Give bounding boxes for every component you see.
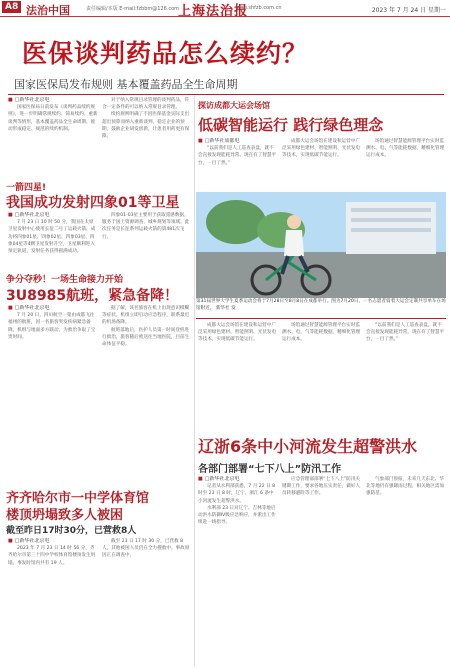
flood-body-col3 <box>366 476 446 666</box>
news-photo-illustration <box>196 192 446 298</box>
green-body-col1 <box>198 138 278 190</box>
green-paragraph: “以前我们是人工巡查表盘，就不会直接发现能耗异常。现在有了智慧平台，一目了然。” <box>198 146 277 166</box>
gym-byline: ■ □新华社北京电 <box>8 538 98 545</box>
flight-paragraph: 航班落地后，医护人员第一时间登机进行救治，旅客随后被送往当地医院，目前生命体征平稳。 <box>102 327 190 348</box>
gym-subhead: 截至昨日17时30分，已营救8人 <box>6 526 137 536</box>
column-separator <box>194 96 195 666</box>
green-paragraph: 场馆通过智慧能源管理平台实时监测水、电、气等能耗数据，精细化管理运行成本。 <box>366 139 445 159</box>
green-paragraph: 成都大运会场馆在建设和运营中广泛采用绿色建材、智能照明、光伏发电等技术，实现低碳节能运行。 <box>198 323 277 343</box>
green-paragraph: 成都大运会场馆在建设和运营中广泛采用绿色建材、智能照明、光伏发电等技术，实现低碳节能运行。 <box>282 139 361 159</box>
flood-byline: ■ □新华社北京电 <box>198 476 278 483</box>
flood-subhead: 各部门部署“七下八上”防汛工作 <box>198 464 342 475</box>
issue-date: 2023 年 7 月 24 日 星期一 <box>371 7 446 14</box>
lead-byline: ■ □新华社北京电 <box>8 97 98 104</box>
green-body-lower-col1 <box>198 322 278 414</box>
website-url: www.shfzb.com.cn <box>235 5 282 11</box>
flight-paragraph: 7 月 20 日，四川航空一架由成都飞往福州的航班，因一名旅客突发疾病紧急备降，机组与地面多方联动，为救治争取了宝贵时间。 <box>8 313 96 340</box>
satellite-byline: ■ □新华社北京电 <box>8 212 98 219</box>
lead-subhead: 国家医保局发布规则 基本覆盖药品全生命周期 <box>14 78 238 91</box>
flood-body-col2 <box>282 476 362 666</box>
photo-caption: 第31届世界大学生夏季运动会将于7月28日至8月8日在成都举行。图为7月20日，一名志愿者骑着大运会定制共享单车在场馆附近。 新华社 发 <box>196 299 446 311</box>
masthead <box>0 0 450 17</box>
flood-paragraph: 气象部门预报，未来几天东北、华北等地仍有强降雨过程，相关地区需加强防范。 <box>366 477 445 497</box>
gym-paragraph: 2023 年 7 月 23 日 14 时 56 分，齐齐哈尔市第三十四中学校体育馆楼顶发生坍塌，事发时馆内共有 19 人。 <box>8 546 96 566</box>
flight-body-col1 <box>8 305 98 470</box>
flood-divider <box>196 318 446 319</box>
satellite-body-col1 <box>8 212 98 267</box>
green-body-col3 <box>366 138 446 190</box>
editor-contact: 责任编辑/本版 E-mail:fzbbm@126.com <box>86 6 180 12</box>
flood-headline: 辽浙6条中小河流发生超警洪水 <box>198 437 418 456</box>
lead-paragraph: 对于纳入常规目录管理的谈判药品，符合一定条件的可以纳入常规目录管理。 <box>102 98 190 111</box>
section-name: 法治中国 <box>26 4 70 17</box>
lead-headline: 医保谈判药品怎么续约？ <box>22 39 309 68</box>
flood-body-col1 <box>198 476 278 666</box>
gym-paragraph: 截至 23 日 17 时 30 分，已营救 8 人，其他被困人员仍在全力搜救中。事故原因正在调查中。 <box>102 539 190 559</box>
satellite-paragraph: 四象01-03星主要用于获取遥感数据，服务于国土资源调查、城乡规划等领域。此次任务是长征系列运载火箭的第481次飞行。 <box>102 213 190 240</box>
newspaper-logo: 上海法治报 <box>178 4 249 19</box>
satellite-body-col2 <box>102 212 192 267</box>
lead-divider <box>8 94 444 95</box>
news-photo <box>196 192 446 298</box>
flood-paragraph: 水利部 23 日对辽宁、吉林等地启动洪水防御Ⅳ级应急响应，并派出工作组赴一线指导。 <box>198 505 276 526</box>
flight-byline: ■ □新华社北京电 <box>8 305 98 312</box>
gym-body-col2 <box>102 538 192 666</box>
satellite-headline: 我国成功发射四象01等卫星 <box>6 195 180 211</box>
green-body-col2 <box>282 138 362 190</box>
green-kicker: 探访成都大运会场馆 <box>198 101 270 110</box>
green-body-lower-col3 <box>366 322 446 414</box>
flight-kicker: 争分夺秒！一场生命接力开始 <box>6 275 124 285</box>
satellite-kicker: 一箭四星! <box>6 183 47 193</box>
green-paragraph: “以前我们是人工巡查表盘，就不会直接发现能耗异常。现在有了智慧平台，一目了然。” <box>366 323 445 343</box>
satellite-paragraph: 7 月 23 日 10 时 50 分，我国在太原卫星发射中心使用长征二号丁运载火箭，成功将四象01星、四象02星、四象03星、四象04星等4颗卫星发射升空，卫星顺利进入预定轨道，发射任务获得圆满成功。 <box>8 220 96 255</box>
lead-paragraph: 国家医保局日前发布《谈判药品续约规则》，进一步明确常规续约、简易续约、重新谈判等情形，基本覆盖药品全生命周期，推动形成稳定、规范的续约机制。 <box>8 105 98 132</box>
lead-paragraph: 续约规则明确了不因医保基金实际支出超出预算而纳入重新谈判，稳定企业的预期，鼓励企业研发创新，让患者用药更有保障。 <box>102 112 190 140</box>
gym-headline-line2: 楼顶坍塌致多人被困 <box>6 508 124 523</box>
flood-paragraph: 应急管理部部署“七下八上”防汛关键期工作，要求各地压实责任，做好人员转移避险等工作。 <box>282 477 361 497</box>
flood-paragraph: 记者从水利部获悉，7 月 22 日 8 时至 23 日 8 时，辽宁、浙江 6 条中小河流发生超警洪水。 <box>198 484 276 504</box>
gym-body-col1 <box>8 538 98 666</box>
flight-headline: 3U8985航班，紧急备降！ <box>6 288 179 304</box>
green-headline: 低碳智能运行 践行绿色理念 <box>198 116 384 134</box>
gym-headline-line1: 齐齐哈尔市一中学体育馆 <box>6 491 150 506</box>
flight-paragraph: 据了解，该名旅客在机上出现意识模糊等症状，机组立即启动应急程序，联系最近的机场备降。 <box>102 306 190 326</box>
page-number: A8 <box>2 1 21 13</box>
green-body-lower-col2 <box>282 322 362 414</box>
flight-body-col2 <box>102 305 192 470</box>
green-paragraph: 场馆通过智慧能源管理平台实时监测水、电、气等能耗数据，精细化管理运行成本。 <box>282 323 361 343</box>
green-byline: ■ □新华社成都电 <box>198 138 278 145</box>
